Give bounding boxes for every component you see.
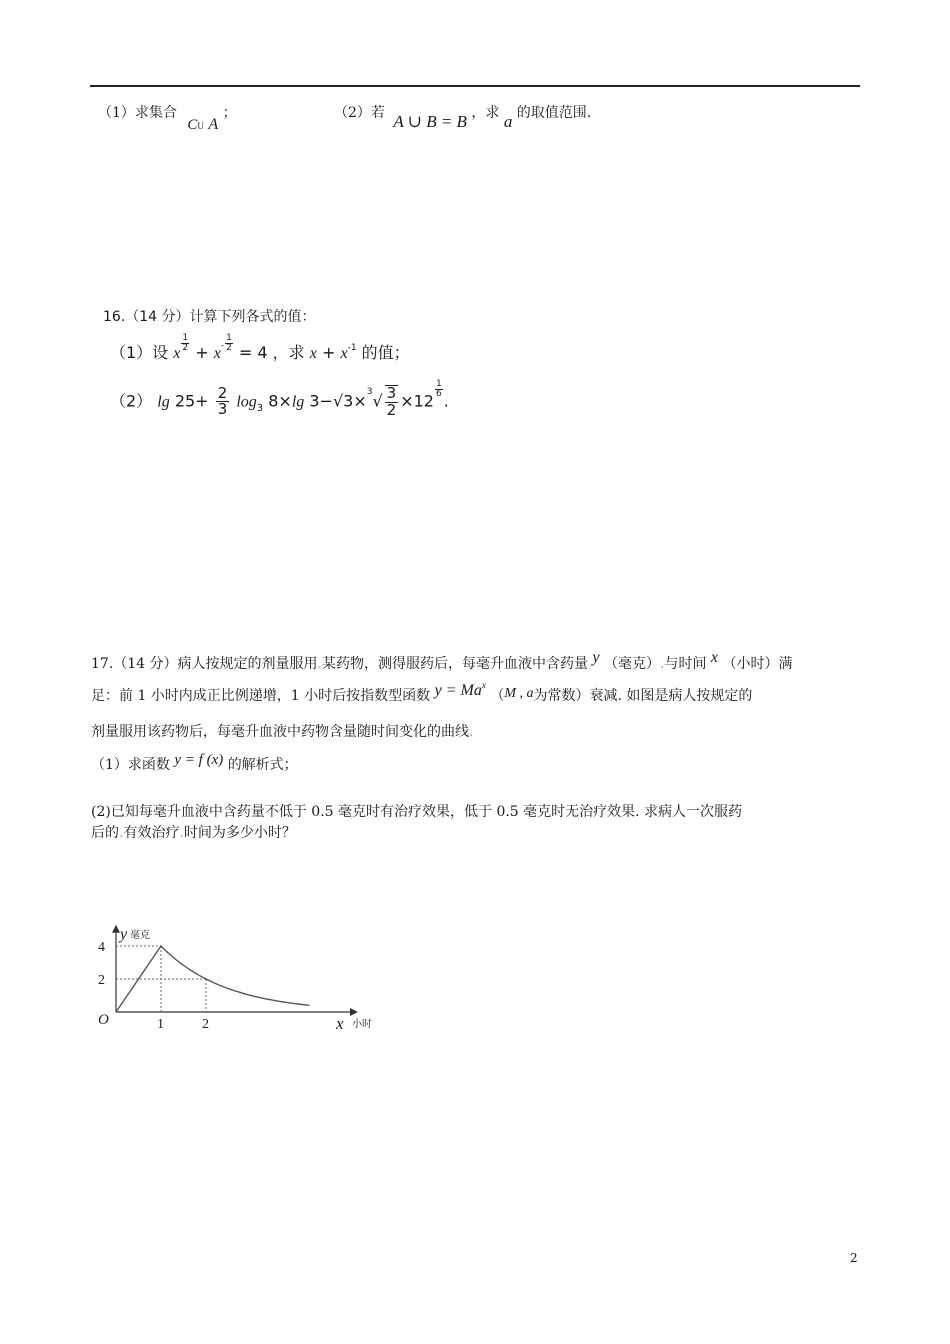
q16-title: 16.（14 分）计算下列各式的值： — [103, 309, 316, 325]
exponential-formula: y = Ma — [434, 682, 482, 699]
q17-part2-line2: 后的.有效治疗.时间为多少小时？ — [91, 825, 296, 841]
q16-part2: （2） lg 25+ $\frac{2}{3}$ $\log_3 8\times\lg$ 3−√3×$^3$√ $\frac{3}{2}$ ×12 $\frac{1}{6}$ . — [110, 379, 449, 419]
exp-neg-half: $\frac{1}{2}$ — [226, 333, 232, 353]
q17-part1: （1）求函数 y = f (x) 的解析式； — [91, 752, 298, 773]
x-axis-label: x — [336, 1014, 344, 1032]
q15-part1-text: （1）求集合 — [98, 105, 177, 121]
exp-one-sixth: $\frac{1}{6}$ — [435, 379, 442, 400]
cube-root-index: 3 — [366, 387, 373, 398]
variable-a: a — [503, 112, 513, 131]
complement-symbol: CU — [187, 117, 204, 133]
exp-half: $\frac{1}{2}$ — [182, 333, 189, 353]
fraction-three-halves: $\frac{3}{2}$ — [386, 384, 397, 419]
x-axis-unit: 小时 — [352, 1019, 372, 1030]
y-axis-label: y — [120, 925, 128, 943]
q17-line2: 足：前 1 小时内成正比例递增，1 小时后按指数型函数 $y = Ma^x$ （M , a为常数）衰减. 如图是病人按规定的 — [91, 680, 753, 704]
header-rule — [90, 85, 860, 87]
union-condition: A ∪ B = B — [393, 112, 467, 131]
drug-concentration-chart — [90, 842, 390, 1032]
cube-root-sign: √ — [372, 391, 383, 411]
origin-label: O — [98, 1012, 109, 1028]
x-axis-arrow — [350, 1008, 358, 1016]
set-a: A — [208, 116, 219, 133]
page-number: 2 — [850, 1251, 858, 1265]
y-axis-unit: 毫克 — [130, 929, 150, 941]
sqrt-three: √3 — [332, 391, 354, 411]
function-f: y = f (x) — [174, 752, 224, 768]
y-tick-2: 2 — [98, 973, 105, 988]
q15-part2-text: （2）若 — [334, 105, 385, 121]
x-tick-2: 2 — [202, 1017, 209, 1032]
q17-line3: 剂量服用该药物后，每毫升血液中药物含量随时间变化的曲线. — [91, 724, 474, 740]
q16-part1: （1）设 x $\frac{1}{2}$ + x- $\frac{1}{2}$ = 4 ，求 $x + x^{-1}$ 的值； — [110, 333, 410, 362]
y-axis-arrow — [112, 925, 120, 933]
fraction-two-thirds: $\frac{2}{3}$ — [217, 383, 228, 419]
q15-part2: （2）若 A ∪ B = B ，求 a 的取值范围. — [334, 105, 592, 131]
q17-line1: 17.（14 分）病人按规定的剂量服用.某药物，测得服药后，每毫升血液中含药量 y （毫克）.与时间 x （小时）满 — [91, 649, 793, 672]
x-tick-1: 1 — [157, 1017, 164, 1032]
q17-part2-line1: (2)已知每毫升血液中含药量不低于 0.5 毫克时有治疗效果，低于 0.5 毫克时无治疗效果. 求病人一次服药 — [91, 804, 743, 820]
y-tick-4: 4 — [98, 940, 105, 955]
q15-part1: （1）求集合 CU A ； — [98, 105, 237, 133]
